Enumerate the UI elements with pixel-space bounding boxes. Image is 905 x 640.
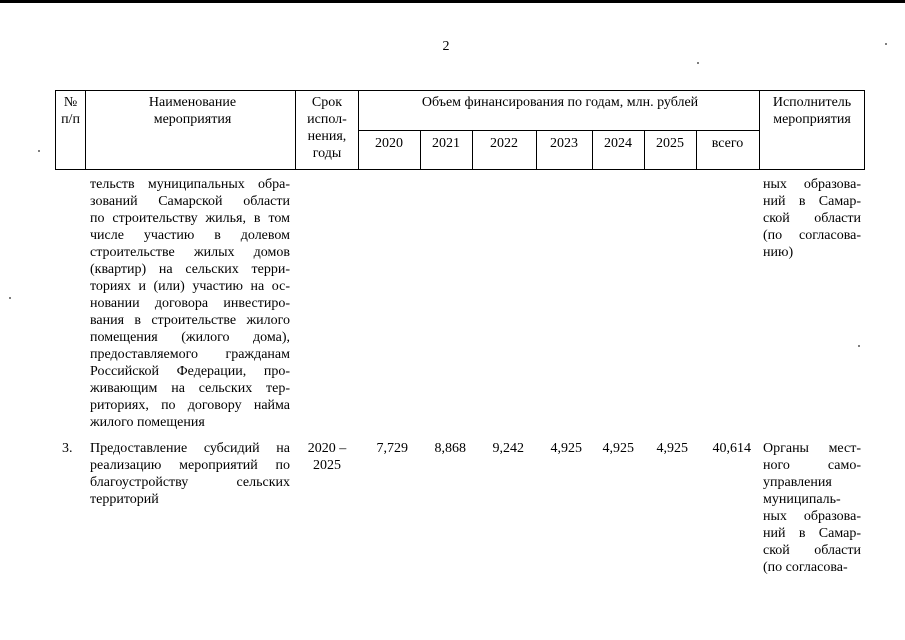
header-name: Наименование мероприятия	[148, 95, 237, 127]
col-divider-term	[358, 90, 359, 170]
description-line: числе участию в долевом	[90, 228, 290, 243]
executor-line: муниципаль-	[763, 492, 841, 507]
row-3-value-2024: 4,925	[602, 441, 634, 456]
row-3-executor	[763, 440, 861, 576]
description-line: жилого помещения	[90, 415, 205, 430]
description-line: Предоставление субсидий на	[90, 441, 290, 456]
row-3-value-2025: 4,925	[656, 441, 688, 456]
row-3-value-2023: 4,925	[550, 441, 582, 456]
row-3-value-total: 40,614	[712, 441, 751, 456]
description-line: благоустройству сельских	[90, 475, 290, 490]
header-year-2020: 2020	[375, 136, 403, 151]
header-term: Срок испол-нения, годы	[307, 95, 347, 161]
col-divider-name	[295, 90, 296, 170]
executor-line: ской области	[763, 211, 861, 226]
continued-row-description	[90, 176, 290, 431]
scan-speck	[885, 43, 887, 45]
executor-line: (по согласова-	[763, 228, 861, 243]
header-funding: Объем финансирования по годам, млн. рублей	[421, 95, 699, 110]
description-line: помещения (жилого дома),	[90, 330, 290, 345]
row-3-number: 3.	[62, 441, 73, 456]
scan-speck	[697, 62, 699, 64]
executor-line: ного само-	[763, 458, 861, 473]
executor-line: (по согласова-	[763, 560, 848, 575]
description-line: тельств муниципальных обра-	[90, 177, 290, 192]
executor-line: ний в Самар-	[763, 526, 861, 541]
row-3-term	[297, 440, 357, 474]
description-line: новании договора инвестиро-	[90, 296, 290, 311]
header-year-2024: 2024	[604, 136, 632, 151]
executor-line: ской области	[763, 543, 861, 558]
executor-line: Органы мест-	[763, 441, 861, 456]
executor-line: управления	[763, 475, 832, 490]
col-divider-num	[85, 90, 86, 170]
term-line: 2020 –	[307, 441, 347, 456]
header-year-2021: 2021	[432, 136, 460, 151]
executor-line: ных образова-	[763, 177, 861, 192]
header-executor: Исполнитель мероприятия	[772, 95, 852, 127]
description-line: (квартир) на сельских терри-	[90, 262, 290, 277]
header-year-total: всего	[711, 136, 744, 151]
scan-speck	[9, 297, 11, 299]
description-line: живающим на сельских тер-	[90, 381, 290, 396]
executor-line: ний в Самар-	[763, 194, 861, 209]
page-number: 2	[442, 39, 450, 54]
description-line: территорий	[90, 492, 159, 507]
row-3-value-2022: 9,242	[492, 441, 524, 456]
funding-header-divider	[358, 130, 759, 131]
description-line: риториях, по договору найма	[90, 398, 290, 413]
description-line: реализацию мероприятий по	[90, 458, 290, 473]
executor-line: нию)	[763, 245, 794, 260]
header-num: № п/п	[61, 95, 80, 127]
description-line: строительстве жилых домов	[90, 245, 290, 260]
scan-speck	[858, 345, 860, 347]
description-line: по строительству жилья, в том	[90, 211, 290, 226]
description-line: вания в строительстве жилого	[90, 313, 290, 328]
description-line: ториях и (или) участию на ос-	[90, 279, 290, 294]
executor-line: ных образова-	[763, 509, 861, 524]
table-top-border	[55, 90, 864, 91]
row-3-value-2020: 7,729	[376, 441, 408, 456]
description-line: предоставляемого гражданам	[90, 347, 290, 362]
table-header-bottom-border	[55, 169, 864, 170]
table-left-border	[55, 90, 56, 170]
description-line: зований Самарской области	[90, 194, 290, 209]
description-line: Российской Федерации, про-	[90, 364, 290, 379]
header-year-2023: 2023	[550, 136, 578, 151]
row-3-description	[90, 440, 290, 508]
row-3-value-2021: 8,868	[434, 441, 466, 456]
header-year-2025: 2025	[656, 136, 684, 151]
col-divider-total	[759, 90, 760, 170]
continued-row-executor	[763, 176, 861, 261]
scan-edge-line	[0, 0, 905, 3]
table-right-border	[864, 90, 865, 170]
scan-speck	[38, 150, 40, 152]
term-line: 2025	[313, 458, 341, 473]
header-year-2022: 2022	[490, 136, 518, 151]
